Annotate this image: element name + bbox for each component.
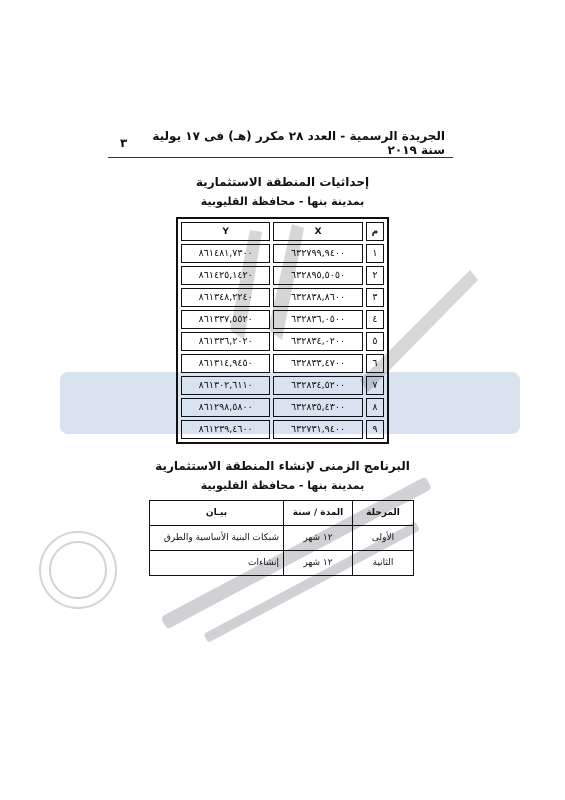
cell-m: ٣ [366,288,384,307]
cell-y: ٨٦١٢٣٩,٤٦٠٠ [181,420,270,439]
cell-y: ٨٦١٢٩٨,٥٨٠٠ [181,398,270,417]
cell-x: ٦٣٢٨٣٤,٠٢٠٠ [273,332,362,351]
coordinates-row [181,288,384,307]
coordinates-header-row [181,222,384,241]
cell-m: ٤ [366,310,384,329]
cell-desc: إنشاءات [150,551,284,576]
header-duration: المدة / سنة [284,501,353,526]
schedule-subtitle: بمدينة بنها - محافظة القليوبية [200,479,365,492]
cell-y: ٨٦١٣١٤,٩٤٥٠ [181,354,270,373]
coordinates-subtitle: بمدينة بنها - محافظة القليوبية [200,195,365,208]
coordinates-row [181,376,384,395]
coordinates-row [181,420,384,439]
coordinates-table [176,217,389,444]
header-m: م [366,222,384,241]
coordinates-title: إحداثيات المنطقة الاستثمارية [195,175,370,189]
schedule-row [150,526,414,551]
cell-x: ٦٣٢٨٣٨,٨٦٠٠ [273,288,362,307]
coordinates-row [181,398,384,417]
header-x: X [273,222,362,241]
cell-x: ٦٣٢٧٣١,٩٤٠٠ [273,420,362,439]
watermark-seal-inner [50,542,106,598]
cell-m: ١ [366,244,384,263]
header-text: الجريدة الرسمية - العدد ٢٨ مكرر (هـ) فى ١٧ يولية سنة ٢٠١٩ [152,129,445,157]
schedule-table [149,500,414,576]
cell-x: ٦٣٢٨٣٣,٤٧٠٠ [273,354,362,373]
coordinates-row [181,244,384,263]
coordinates-row [181,354,384,373]
cell-desc: شبكات البنية الأساسية والطرق [150,526,284,551]
cell-x: ٦٣٢٨٣٥,٤٣٠٠ [273,398,362,417]
page-number: ٣ [120,136,128,150]
watermark-seal [40,532,116,608]
cell-m: ٦ [366,354,384,373]
cell-y: ٨٦١٣٣٧,٥٥٢٠ [181,310,270,329]
header-rule [108,157,453,158]
schedule-row [150,551,414,576]
cell-x: ٦٣٢٧٩٩,٩٤٠٠ [273,244,362,263]
cell-y: ٨٦١٤٢٥,١٤٢٠ [181,266,270,285]
cell-x: ٦٣٢٨٣٦,٠٥٠٠ [273,310,362,329]
cell-x: ٦٣٢٨٩٥,٥٠٥٠ [273,266,362,285]
header-phase: المرحلة [353,501,414,526]
coordinates-row [181,310,384,329]
cell-x: ٦٣٢٨٣٤,٥٢٠٠ [273,376,362,395]
page-header [120,129,445,157]
schedule-header-row [150,501,414,526]
coordinates-row [181,332,384,351]
coordinates-row [181,266,384,285]
cell-duration: ١٢ شهر [284,551,353,576]
schedule-title: البرنامج الزمنى لإنشاء المنطقة الاستثمارية [155,459,410,473]
header-desc: بيـان [150,501,284,526]
cell-duration: ١٢ شهر [284,526,353,551]
cell-m: ٩ [366,420,384,439]
cell-phase: الثانية [353,551,414,576]
cell-y: ٨٦١٣٠٢,٦١١٠ [181,376,270,395]
cell-phase: الأولى [353,526,414,551]
cell-m: ٧ [366,376,384,395]
cell-y: ٨٦١٣٣٦,٢٠٢٠ [181,332,270,351]
cell-m: ٢ [366,266,384,285]
cell-y: ٨٦١٣٤٨,٢٢٤٠ [181,288,270,307]
cell-m: ٥ [366,332,384,351]
header-y: Y [181,222,270,241]
cell-y: ٨٦١٤٨١,٧٣٠٠ [181,244,270,263]
cell-m: ٨ [366,398,384,417]
